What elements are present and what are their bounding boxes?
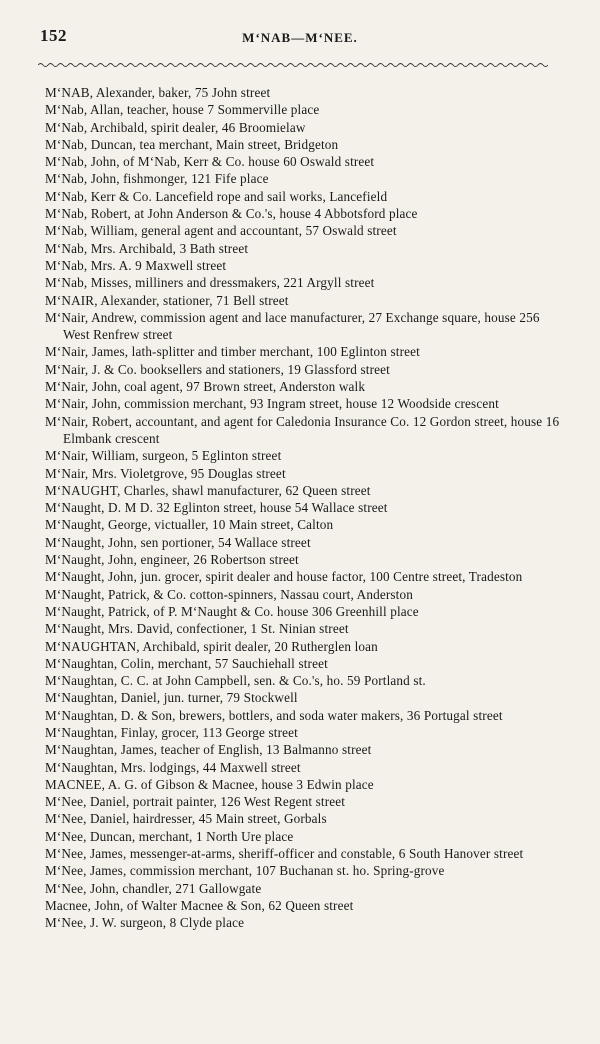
directory-entry: M‘NAUGHTAN, Archibald, spirit dealer, 20 Rutherglen loan (45, 638, 378, 654)
directory-entry: M‘Naughtan, Finlay, grocer, 113 George street (45, 724, 298, 740)
directory-entry: M‘Nab, Allan, teacher, house 7 Sommerville place (45, 102, 320, 118)
directory-entry: M‘Naught, George, victualler, 10 Main street, Calton (45, 517, 334, 533)
directory-entry: M‘Nee, J. W. surgeon, 8 Clyde place (45, 915, 245, 931)
directory-entry: M‘Nee, Daniel, hairdresser, 45 Main street, Gorbals (45, 811, 327, 827)
directory-entry: Macnee, John, of Walter Macnee & Son, 62 Queen street (45, 897, 354, 913)
directory-entry: M‘Naught, D. M D. 32 Eglinton street, house 54 Wallace street (45, 500, 388, 516)
directory-entry: M‘NAIR, Alexander, stationer, 71 Bell street (45, 292, 289, 308)
running-head: M‘NAB—M‘NEE. (242, 30, 358, 45)
directory-entry: M‘Nab, John, of M‘Nab, Kerr & Co. house 60 Oswald street (45, 154, 375, 170)
directory-entry: M‘Nab, Duncan, tea merchant, Main street, Bridgeton (45, 136, 339, 152)
page-number: 152 (40, 26, 67, 45)
decorative-wavy-rule (38, 61, 548, 69)
directory-entry: M‘Naught, John, jun. grocer, spirit dealer and house factor, 100 Centre street, Tradeston (45, 569, 523, 585)
directory-entry: M‘Naughtan, Daniel, jun. turner, 79 Stockwell (45, 690, 298, 706)
directory-entry: M‘Nee, Daniel, portrait painter, 126 West Regent street (45, 794, 346, 810)
directory-entry: M‘Nair, John, coal agent, 97 Brown street, Anderston walk (45, 379, 366, 395)
directory-entry: M‘Nee, Duncan, merchant, 1 North Ure place (45, 828, 294, 844)
directory-entry: M‘Naught, John, sen portioner, 54 Wallace street (45, 534, 311, 550)
directory-entry: M‘Nair, William, surgeon, 5 Eglinton street (45, 448, 282, 464)
directory-entry: M‘Nab, Robert, at John Anderson & Co.'s, house 4 Abbotsford place (45, 206, 418, 222)
directory-entry: M‘Nab, Mrs. Archibald, 3 Bath street (45, 240, 249, 256)
directory-entry: M‘Nab, William, general agent and accountant, 57 Oswald street (45, 223, 397, 239)
directory-entry: M‘Nab, Mrs. A. 9 Maxwell street (45, 257, 227, 273)
directory-entry: M‘Naught, John, engineer, 26 Robertson street (45, 552, 299, 568)
directory-entry: M‘Nab, Misses, milliners and dressmakers, 221 Argyll street (45, 275, 375, 291)
directory-entry: M‘Naught, Mrs. David, confectioner, 1 St. Ninian street (45, 621, 349, 637)
directory-entry: M‘Nab, John, fishmonger, 121 Fife place (45, 171, 269, 187)
directory-entries (45, 84, 560, 932)
directory-entry: M‘Nair, John, commission merchant, 93 Ingram street, house 12 Woodside crescent (45, 396, 499, 412)
directory-entry: M‘Naughtan, Mrs. lodgings, 44 Maxwell street (45, 759, 301, 775)
directory-entry: M‘Naught, Patrick, & Co. cotton-spinners, Nassau court, Anderston (45, 586, 413, 602)
directory-entry: M‘Naughtan, James, teacher of English, 13 Balmanno street (45, 742, 372, 758)
directory-entry: M‘Nee, James, commission merchant, 107 Buchanan st. ho. Spring-grove (45, 863, 445, 879)
directory-entry: M‘Naughtan, D. & Son, brewers, bottlers, and soda water makers, 36 Portugal street (45, 707, 503, 723)
directory-entry: M‘Nab, Kerr & Co. Lancefield rope and sail works, Lancefield (45, 188, 388, 204)
directory-entry: M‘Nair, J. & Co. booksellers and stationers, 19 Glassford street (45, 361, 390, 377)
directory-entry: M‘Nee, James, messenger-at-arms, sheriff-officer and constable, 6 South Hanover street (45, 846, 524, 862)
directory-entry: M‘NAUGHT, Charles, shawl manufacturer, 62 Queen street (45, 482, 371, 498)
directory-entry: MACNEE, A. G. of Gibson & Macnee, house 3 Edwin place (45, 776, 374, 792)
directory-entry: M‘Nair, James, lath-splitter and timber merchant, 100 Eglinton street (45, 344, 420, 360)
directory-entry: M‘Naughtan, C. C. at John Campbell, sen. & Co.'s, ho. 59 Portland st. (45, 673, 426, 689)
directory-entry: M‘Naughtan, Colin, merchant, 57 Sauchiehall street (45, 655, 328, 671)
directory-entry: M‘Nee, John, chandler, 271 Gallowgate (45, 880, 262, 896)
directory-entry: M‘Nair, Robert, accountant, and agent for Caledonia Insurance Co. 12 Gordon street, house 16 Elmbank crescent (45, 413, 560, 446)
directory-entry: M‘NAB, Alexander, baker, 75 John street (45, 85, 271, 100)
directory-entry: M‘Nair, Andrew, commission agent and lace manufacturer, 27 Exchange square, house 256 West Renfrew street (45, 309, 540, 343)
page-header (0, 26, 600, 56)
directory-entry: M‘Nab, Archibald, spirit dealer, 46 Broomielaw (45, 119, 306, 135)
directory-entry: M‘Naught, Patrick, of P. M‘Naught & Co. house 306 Greenhill place (45, 603, 419, 619)
directory-entry: M‘Nair, Mrs. Violetgrove, 95 Douglas street (45, 465, 286, 481)
